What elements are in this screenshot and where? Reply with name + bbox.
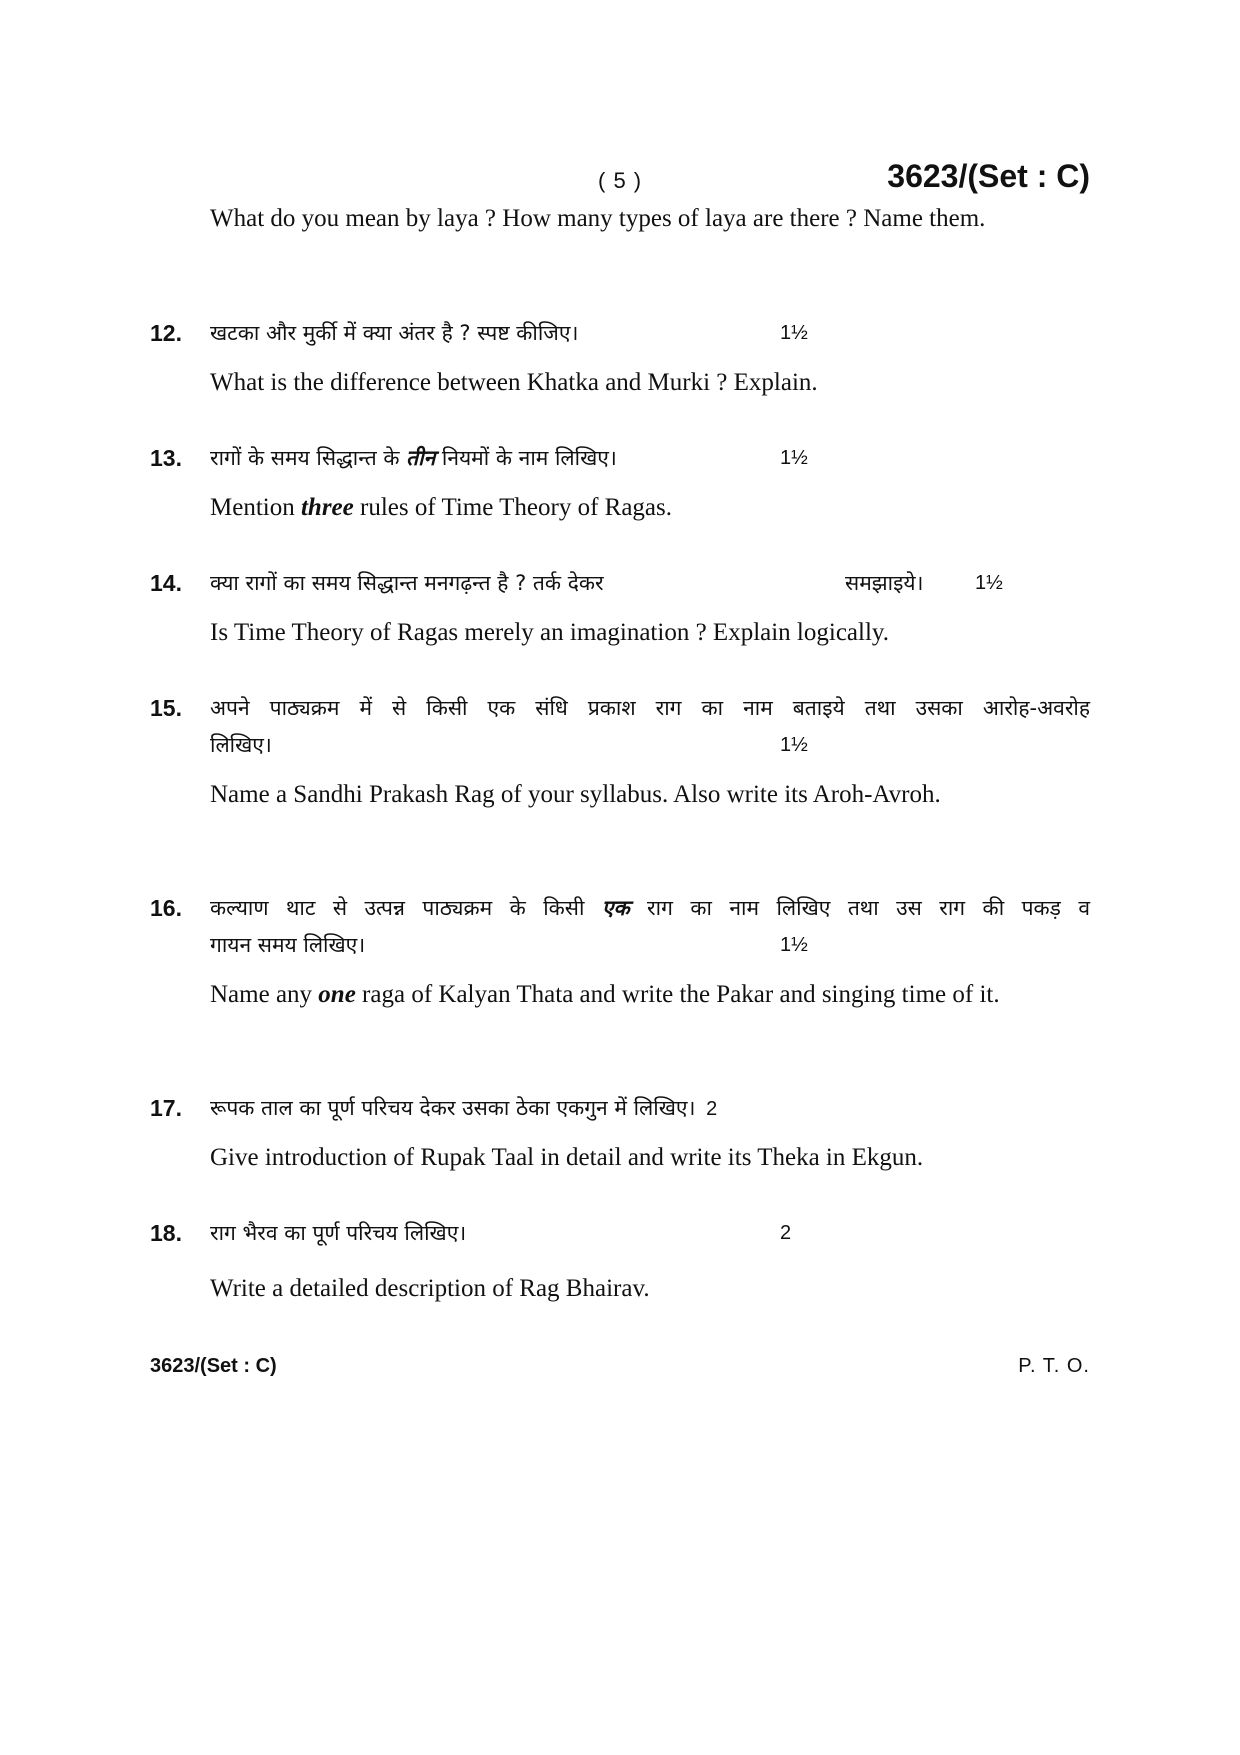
question-marks: 1½: [780, 322, 808, 344]
page-number: ( 5 ): [598, 168, 643, 193]
question-english: What is the difference between Khatka and Murki ? Explain.: [210, 369, 818, 396]
paper-code-footer: 3623/(Set : C): [150, 1355, 277, 1377]
question-hindi: राग भैरव का पूर्ण परिचय लिखिए। 2: [210, 1215, 1090, 1252]
pto-label: P. T. O.: [1018, 1355, 1090, 1377]
emphasis-word: तीन: [406, 446, 436, 470]
question-english: Name any one raga of Kalyan Thata and write the Pakar and singing time of it.: [210, 981, 1000, 1008]
question-number: 17.: [150, 1095, 182, 1121]
question-12: [150, 315, 1090, 401]
question-hindi-line-2: लिखिए। 1½: [210, 727, 1090, 764]
question-marks: 1½: [975, 572, 1003, 594]
question-17: [150, 1090, 1090, 1176]
question-english: Is Time Theory of Ragas merely an imagination ? Explain logically.: [210, 619, 890, 646]
question-marks: 2: [780, 1222, 792, 1244]
question-number: 13.: [150, 445, 182, 471]
question-hindi-line-2: गायन समय लिखिए। 1½: [210, 927, 1090, 964]
question-marks: 2: [706, 1098, 718, 1120]
question-marks: 1½: [780, 734, 808, 756]
question-hindi: खटका और मुर्की में क्या अंतर है ? स्पष्ट कीजिए। 1½: [210, 315, 1090, 352]
continuation-text: What do you mean by laya ? How many types of laya are there ? Name them.: [210, 205, 986, 232]
question-hindi: क्या रागों का समय सिद्धान्त मनगढ़न्त है ? तर्क देकर समझाइये। 1½: [210, 565, 1090, 602]
question-number: 16.: [150, 895, 182, 921]
question-hindi: रूपक ताल का पूर्ण परिचय देकर उसका ठेका एकगुन में लिखिए। 2: [210, 1096, 718, 1120]
question-english: Mention three rules of Time Theory of Ragas.: [210, 494, 673, 521]
question-english: Name a Sandhi Prakash Rag of your syllabus. Also write its Aroh-Avroh.: [210, 781, 941, 808]
question-english: Write a detailed description of Rag Bhairav.: [210, 1275, 650, 1302]
question-number: 12.: [150, 320, 182, 346]
question-number: 18.: [150, 1220, 182, 1246]
question-number: 15.: [150, 695, 182, 721]
emphasis-word: एक: [601, 896, 630, 920]
emphasis-word: three: [300, 494, 354, 521]
question-13: [150, 440, 1090, 526]
question-hindi: रागों के समय सिद्धान्त के तीन नियमों के नाम लिखिए। 1½: [210, 440, 1090, 477]
question-hindi-line-1: कल्याण थाट से उत्पन्न पाठ्यक्रम के किसी एक राग का नाम लिखिए तथा उस राग की पकड़ व: [210, 896, 1090, 920]
question-14: [150, 565, 1090, 651]
question-marks: 1½: [780, 934, 808, 956]
question-english: Give introduction of Rupak Taal in detail and write its Theka in Ekgun.: [210, 1144, 924, 1171]
paper-code-header: 3623/(Set : C): [887, 158, 1090, 194]
question-16: [150, 890, 1090, 1013]
question-marks: 1½: [780, 447, 808, 469]
question-18: [150, 1215, 1090, 1307]
question-number: 14.: [150, 570, 182, 596]
emphasis-word: one: [318, 981, 356, 1008]
question-hindi-line-1: अपने पाठ्यक्रम में से किसी एक संधि प्रकाश राग का नाम बताइये तथा उसका आरोह-अवरोह: [210, 696, 1090, 720]
question-15: [150, 690, 1090, 813]
